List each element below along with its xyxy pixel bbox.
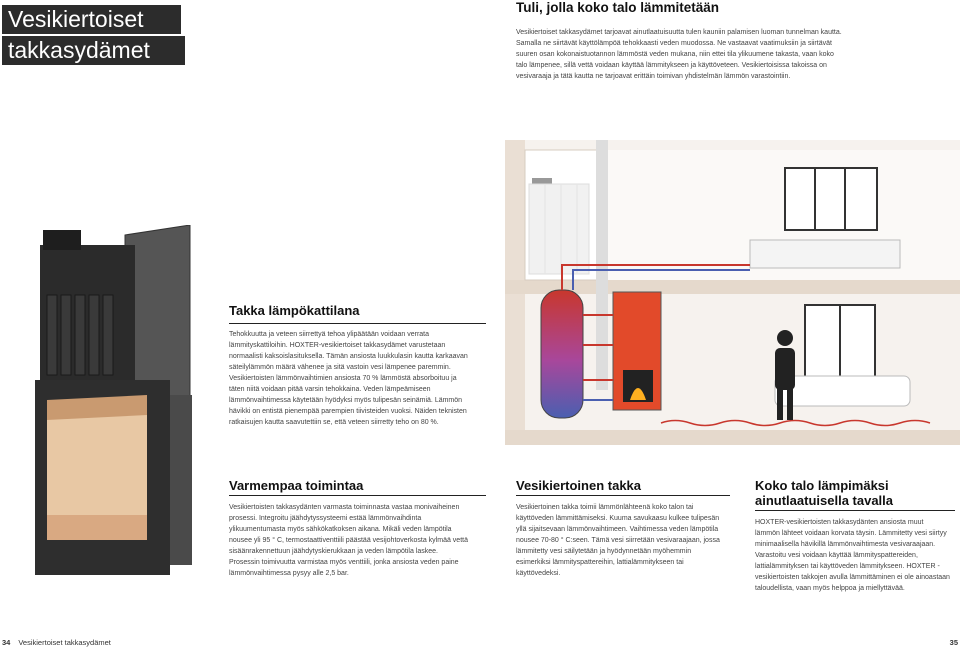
- water-tank-icon: [541, 290, 583, 418]
- section-divider: [516, 495, 730, 496]
- varmempaa-heading: Varmempaa toimintaa: [229, 478, 364, 493]
- koko-heading-line1: Koko talo lämpimäksi: [755, 478, 889, 493]
- title-line-2: takkasydämet: [2, 36, 185, 65]
- section-divider: [229, 495, 486, 496]
- varmempaa-text: Vesikiertoisten takkasydänten varmasta toiminnasta vastaa monivaiheinen prosessi. Integroitu jäähdytyssysteemi estää lämmönvaihdinta ylikuumentumasta myös sähkökatkoksen aikana. Mikäli veden lämpötila nousee yli 95 ° C, termostaattiventtiili päästää vesijohtoverkosta kylmää vettä sisäänrakennettuun jäähdytyskierukkaan ja veden lämpötila laskee. Prosessin toimivuutta varmistaa myös venttiili, jonka ansiosta veden paine lämmönvaihtimessa pysyy alle 2,5 bar.: [229, 504, 468, 577]
- page-number-right: 35: [949, 638, 958, 647]
- shower-icon: [529, 178, 589, 274]
- sofa-icon: [775, 376, 910, 406]
- footer-label: Vesikiertoiset takkasydämet: [18, 638, 111, 647]
- lampokattila-text: Tehokkuutta ja veteen siirrettyä tehoa ylipäätään voidaan verrata lämmityskattiloihin. HOXTER-vesikiertoiset takkasydämet varustetaan normaalisti kaksoislasituksella. Tämän ansiosta luukkulasin kautta karkaavan säteilylämmön määrä vähenee ja sitä vastoin vesi lämpenee paremmin. Vesikiertoisten lämmönvaihtimien ansiosta 70 % lämmöstä absorboituu ja täten niitä voidaan pitää varsin tehokkaina. Veden lämpeämiseen lämmönvaihtimessa käytetään hyödyksi myös tulipesän seinämiä. Lämmön hävikki on entistä pienempää parempien tiivisteiden vuoksi. Näiden teknisten ratkaisujen kautta saavutettiin se, että veteen siirretty teho on 80 %.: [229, 331, 468, 426]
- section-divider: [755, 510, 955, 511]
- house-cross-section-illustration: [505, 140, 960, 445]
- page-title: [2, 5, 185, 67]
- intro-text: Vesikiertoiset takkasydämet tarjoavat ainutlaatuisuutta tulen kauniin palamisen luoman tunnelman kautta. Samalla ne siirtävät käyttölämpöä tehokkaasti veden muodossa. Ne vastaavat vaatimuksiin ja siirtävät suuren osan kokonaistuotannon lämmöstä veden mukana, niin ettei tila ylikuumene takasta, vaan koko talo lämpenee, sillä vettä voidaan käyttää lämmitykseen ja käyttöveteen. Vesikiertoisissa takoissa on vesivaraaja ja tätä kautta ne tarjoavat erittäin toimivan yhdistelmän lämmön varastointiin.: [516, 29, 842, 80]
- footer-left: [2, 638, 111, 647]
- takka-text: Vesikiertoinen takka toimii lämmönlähteenä koko talon tai käyttöveden lämmittämiseksi. Kuuma savukaasu kulkee tulipesän yllä sijaitsevaan lämmönvaihtimeen. Vaihtimessa veden lämpötila nousee 70-80 ° C:seen. Tämä vesi siirretään vesivaraajaan, jossa lämmitetty vesi säilytetään ja hyödynnetään myöhemmin esimerkiksi lämmityspattereihin, lattialämmitykseen tai käyttövedeksi.: [516, 504, 720, 577]
- upper-window: [785, 168, 877, 230]
- koko-heading-line2: ainutlaatuisella tavalla: [755, 493, 894, 508]
- koko-heading: [755, 478, 893, 508]
- title-line-1: Vesikiertoiset: [2, 5, 181, 34]
- fireplace-cutaway-illustration: [25, 225, 200, 585]
- intro-heading: Tuli, jolla koko talo lämmitetään: [516, 0, 720, 15]
- radiator-icon: [750, 240, 900, 268]
- page-number-left: 34: [2, 638, 11, 647]
- fireplace-in-room: [613, 292, 661, 410]
- lampokattila-heading: Takka lämpökattilana: [229, 303, 360, 318]
- koko-text: HOXTER-vesikiertoisten takkasydänten ansiosta muut lämmön lähteet voidaan korvata täysin. Lämmitetty vesi siirtyy minimaalisella hävikillä lämmönvaihtimesta vesivaraajaan. Varastoitu vesi voidaan käyttää lämmityspattereiden, lattialämmityksen tai käyttöveden lämmitykseen. HOXTER -vesikiertoisten takkojen avulla lämmittäminen ei ole ainoastaan taloudellista, vaan myös helppoa ja miellyttävää.: [755, 519, 950, 592]
- footer-right: [950, 638, 958, 647]
- section-divider: [229, 323, 486, 324]
- takka-heading: Vesikiertoinen takka: [516, 478, 642, 493]
